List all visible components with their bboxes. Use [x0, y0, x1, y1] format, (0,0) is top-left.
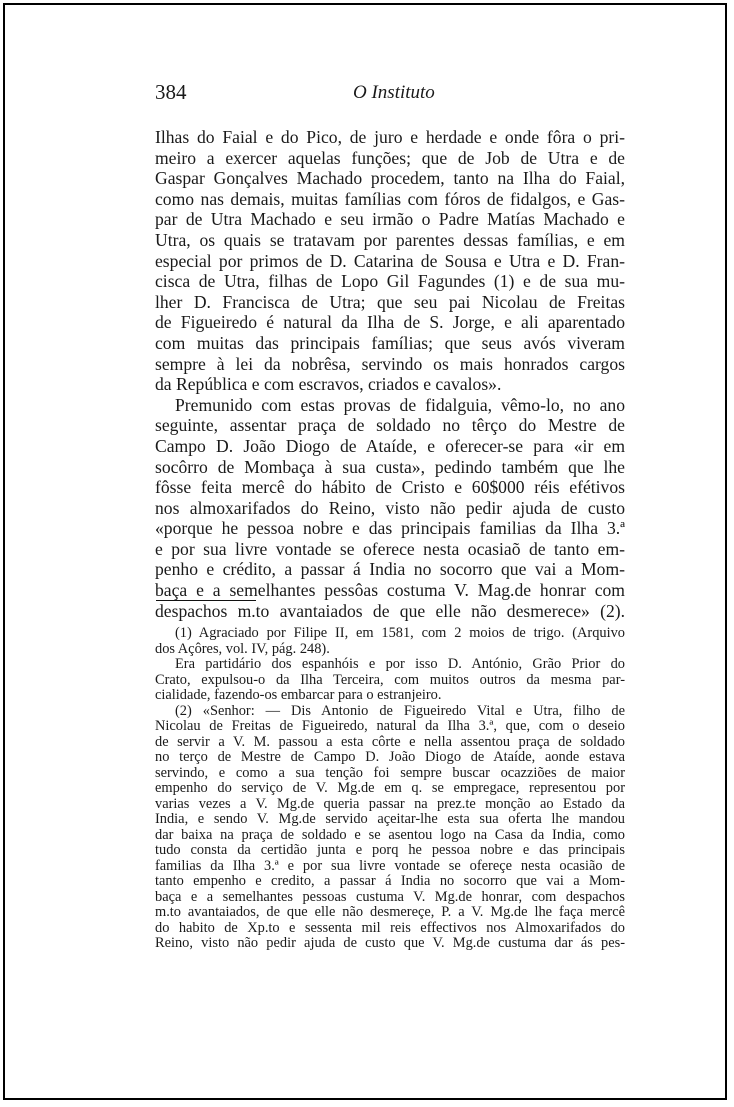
body-line: fôsse feita mercê do hábito de Cristo e 60$000 réis efétivos	[155, 477, 625, 498]
body-line: de Figueiredo é natural da Ilha de S. Jorge, e ali aparentado	[155, 312, 625, 333]
body-line: penho e crédito, a passar á India no socorro que vai a Mom-	[155, 559, 625, 580]
footnotes	[155, 626, 625, 952]
footnote-line: Nicolau de Freitas de Figueiredo, natural da Ilha 3.ª, que, com o deseio	[155, 718, 625, 734]
body-line: socôrro de Mombaça à sua custa», pedindo também que lhe	[155, 456, 625, 477]
footnote-line: varias vezes a V. Mg.de queria passar na prez.te monção ao Estado da	[155, 795, 625, 812]
footnote-line: India, e sendo V. Mg.de servido açeitar-lhe esta sua oferta lhe mandou	[155, 811, 625, 827]
footnote-line: (1) Agraciado por Filipe II, em 1581, com 2 moios de trigo. (Arquivo	[175, 625, 625, 641]
body-line: seguinte, assentar praça de soldado no têrço do Mestre de	[155, 415, 625, 436]
footnote-line: tanto empenho e credito, a passar á India no socorro que vai a Mom-	[155, 873, 625, 889]
body-line: como nas demais, muitas famílias com fóros de fidalgos, e Gas-	[155, 188, 625, 209]
body-line: Premunido com estas provas de fidalguia, vêmo-lo, no ano	[175, 394, 625, 415]
body-line: lher D. Francisca de Utra; que seu pai Nicolau de Freitas	[155, 291, 625, 312]
footnote-line: familias da Ilha 3.ª e por sua livre vontade se ofereçe nesta ocasião de	[155, 857, 625, 874]
body-line: Ilhas do Faial e do Pico, de juro e herdade e onde fôra o pri-	[155, 127, 625, 147]
body-line: par de Utra Machado e seu irmão o Padre Matías Machado e	[155, 209, 625, 230]
footnote-line: no terço de Mestre de Campo D. João Diogo de Ataíde, aonde estava	[155, 749, 625, 765]
footnote-line: dos Açôres, vol. IV, pág. 248).	[155, 640, 330, 657]
footnote-line: (2) «Senhor: — Dis Antonio de Figueiredo Vital e Utra, filho de	[175, 702, 625, 719]
body-line: meiro a exercer aquelas funções; que de Job de Utra e de	[155, 147, 625, 168]
body-line: cisca de Utra, filhas de Lopo Gil Fagundes (1) e de sua mu-	[155, 271, 625, 292]
body-line: especial por primos de D. Catarina de Sousa e Utra e D. Fran-	[155, 250, 625, 271]
footnote-line: do habito de Xp.to e sessenta mil reis effectivos nos Almoxarifados do	[155, 919, 625, 936]
footnote-line: baça e a semelhantes pessoas custuma V. Mg.de honrar, com despachos	[155, 888, 625, 905]
footnote-line: dar baixa na praça de soldado e se asentou logo na Casa da India, como	[155, 826, 625, 843]
footnote-line: m.to avantaiados, de que elle não desmereçe, P. a V. Mg.de lhe faça mercê	[155, 904, 625, 920]
body-line: nos almoxarifados do Reino, visto não pedir ajuda de custo	[155, 497, 625, 518]
body-line: sempre à lei da nobrêsa, servindo os mais honrados cargos	[155, 353, 625, 374]
footnote-line: cialidade, fazendo-os embarcar para o estranjeiro.	[155, 687, 442, 703]
body-line: Campo D. João Diogo de Ataíde, e oferecer-se para «ir em	[155, 435, 625, 456]
body-line: baça e a semelhantes pessôas costuma V. Mag.de honrar com	[155, 580, 625, 601]
footnote-line: Reino, visto não pedir ajuda de custo que V. Mg.de custuma dar ás pes-	[155, 935, 625, 951]
page-number: 384	[155, 80, 187, 104]
running-head	[155, 80, 625, 112]
footnote-line: Era partidário dos espanhóis e por isso D. António, Grão Prior do	[175, 656, 625, 672]
footnote-line: servindo, e como a sua tenção foi sempre buscar ocazziões de maior	[155, 764, 625, 781]
footnote-line: tudo consta da certidão junta e porq he pessoa nobre e das principais	[155, 842, 625, 858]
footnote-separator	[156, 600, 256, 601]
footnote-line: Crato, expulsou-o da Ilha Terceira, com muitos outros da mesma par-	[155, 671, 625, 688]
body-text	[155, 127, 625, 621]
body-line: Utra, os quais se tratavam por parentes dessas famílias, e em	[155, 229, 625, 250]
body-line: Gaspar Gonçalves Machado procedem, tanto na Ilha do Faial,	[155, 168, 625, 189]
body-line: com muitas das principais famílias; que seus avós viveram	[155, 332, 625, 353]
body-line: da República e com escravos, criados e cavalos».	[155, 374, 502, 395]
body-line: «porque he pessoa nobre e das principais familias da Ilha 3.ª	[155, 518, 625, 539]
footnote-line: empenho do serviço de V. Mg.de em q. se empregace, representou por	[155, 780, 625, 796]
body-line: despachos m.to avantaiados de que elle não desmerece» (2).	[155, 600, 625, 621]
journal-title: O Instituto	[353, 82, 435, 103]
body-line: e por sua livre vontade se oferece nesta ocasiaõ de tanto em-	[155, 538, 625, 559]
footnote-line: de servir a V. M. passou a esta côrte e nella assentou praça de soldado	[155, 733, 625, 750]
